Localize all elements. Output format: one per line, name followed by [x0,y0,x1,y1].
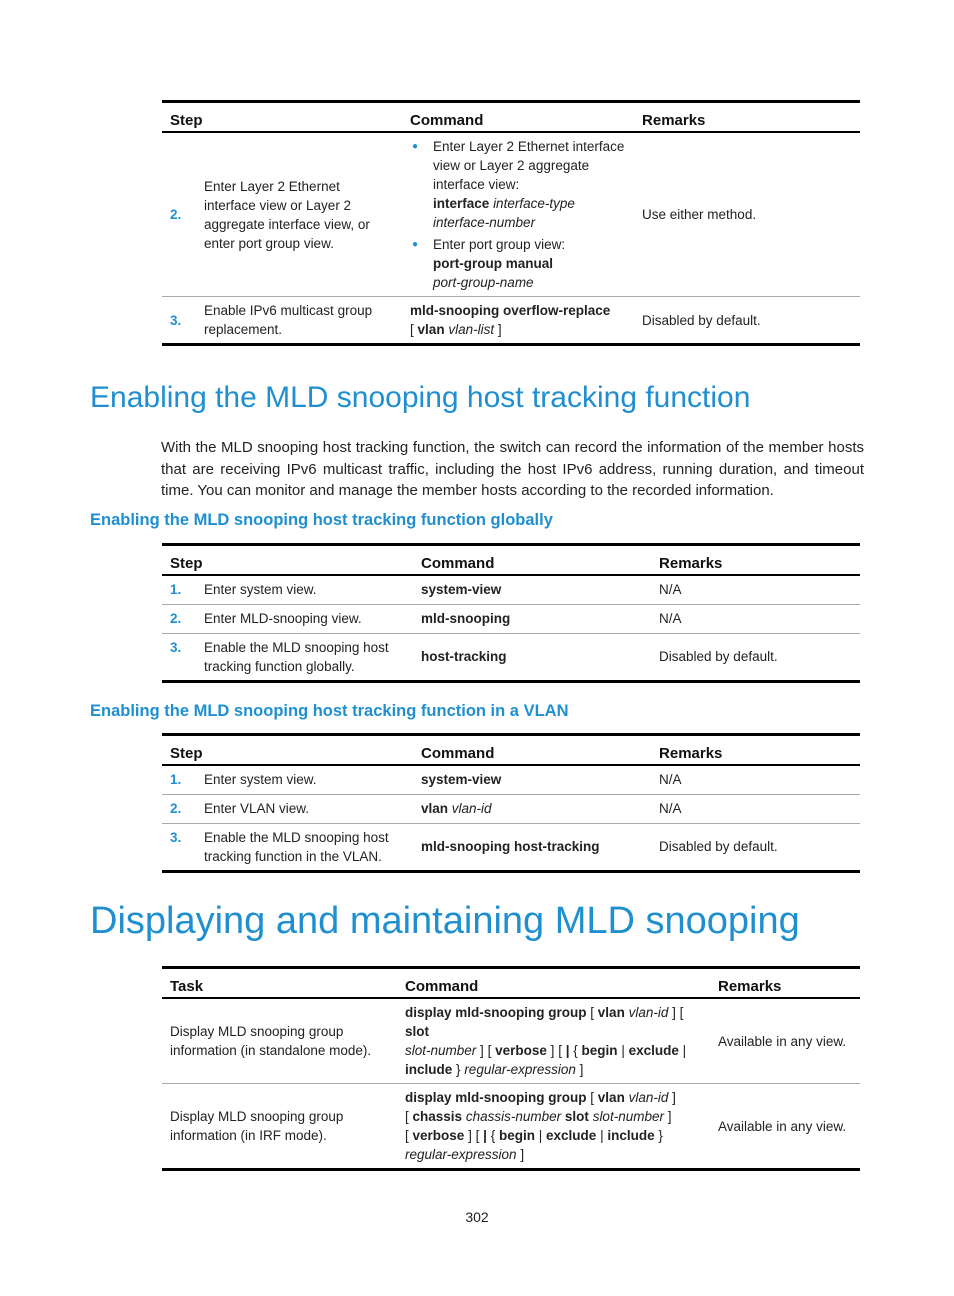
remarks-cell: Available in any view. [710,1084,860,1170]
table-header-row [162,102,860,133]
step-number: 3. [162,633,196,681]
step-description: Enter system view. [196,575,413,604]
step-number: 1. [162,765,196,794]
table-row [162,297,860,345]
remarks-cell: Disabled by default. [634,297,860,345]
remarks-cell: Available in any view. [710,998,860,1084]
step-description: Enable IPv6 multicast group replacement. [196,297,402,345]
host-tracking-global-table [162,543,860,683]
col-command: Command [402,102,634,133]
col-remarks: Remarks [651,735,860,766]
col-remarks: Remarks [634,102,860,133]
col-step: Step [162,735,413,766]
subsection-title-globally: Enabling the MLD snooping host tracking function globally [90,511,553,529]
col-command: Command [397,968,710,999]
interface-steps-table [162,100,860,346]
command-cell: display mld-snooping group [ vlan vlan-id ] [ slot slot-number ] [ verbose ] [ | { begin | exclude | include } regular-expression ] [397,998,710,1084]
table-row [162,633,860,681]
table-header-row [162,545,860,576]
table-header-row [162,735,860,766]
remarks-cell: Disabled by default. [651,823,860,871]
step-number: 1. [162,575,196,604]
table-header-row [162,968,860,999]
table-row [162,998,860,1084]
host-tracking-vlan-table [162,733,860,873]
step-number: 3. [162,297,196,345]
command-cell [402,132,634,297]
step-number: 2. [162,604,196,633]
step-description: Enable the MLD snooping host tracking function in the VLAN. [196,823,413,871]
col-remarks: Remarks [651,545,860,576]
remarks-cell: Disabled by default. [651,633,860,681]
remarks-cell: N/A [651,794,860,823]
col-step: Step [162,545,413,576]
col-command: Command [413,735,651,766]
table-row [162,604,860,633]
command-cell: mld-snooping host-tracking [413,823,651,871]
remarks-cell: N/A [651,575,860,604]
command-cell: host-tracking [413,633,651,681]
step-description: Enter Layer 2 Ethernet interface view or Layer 2 aggregate interface view, or enter port group view. [196,132,402,297]
command-cell: mld-snooping overflow-replace [ vlan vlan-list ] [402,297,634,345]
display-commands-table [162,966,860,1171]
command-cell: mld-snooping [413,604,651,633]
table-row [162,823,860,871]
command-cell: system-view [413,765,651,794]
step-description: Enter VLAN view. [196,794,413,823]
table-row [162,575,860,604]
command-cell: display mld-snooping group [ vlan vlan-id ] [ chassis chassis-number slot slot-number ] [ verbose ] [ | { begin | exclude | include } regular-expression ] [397,1084,710,1170]
col-command: Command [413,545,651,576]
section-paragraph: With the MLD snooping host tracking function, the switch can record the information of the member hosts that are receiving IPv6 multicast traffic, including the host IPv6 address, running duration, and timeout time. You can monitor and manage the member hosts according to the recorded information. [161,439,864,499]
command-cell: system-view [413,575,651,604]
subsection-title-vlan: Enabling the MLD snooping host tracking function in a VLAN [90,702,569,720]
remarks-cell: N/A [651,604,860,633]
section-title-host-tracking: Enabling the MLD snooping host tracking function [90,381,751,414]
task-cell: Display MLD snooping group information (in IRF mode). [162,1084,397,1170]
step-number: 3. [162,823,196,871]
step-number: 2. [162,794,196,823]
task-cell: Display MLD snooping group information (in standalone mode). [162,998,397,1084]
list-item: ● Enter Layer 2 Ethernet interface view or Layer 2 aggregate interface view: interface interface-type interface-number [410,137,626,232]
col-remarks: Remarks [710,968,860,999]
table-row [162,794,860,823]
step-description: Enter MLD-snooping view. [196,604,413,633]
remarks-cell: N/A [651,765,860,794]
step-description: Enable the MLD snooping host tracking function globally. [196,633,413,681]
list-item: ● Enter port group view: port-group manual port-group-name [410,235,626,292]
remarks-cell: Use either method. [634,132,860,297]
col-task: Task [162,968,397,999]
table-row [162,132,860,297]
page-number: 302 [465,1209,489,1225]
step-number: 2. [162,132,196,297]
table-row [162,765,860,794]
col-step: Step [162,102,402,133]
command-bullets [410,137,626,292]
step-description: Enter system view. [196,765,413,794]
command-cell: vlan vlan-id [413,794,651,823]
table-row [162,1084,860,1170]
section-title-display: Displaying and maintaining MLD snooping [90,900,800,942]
